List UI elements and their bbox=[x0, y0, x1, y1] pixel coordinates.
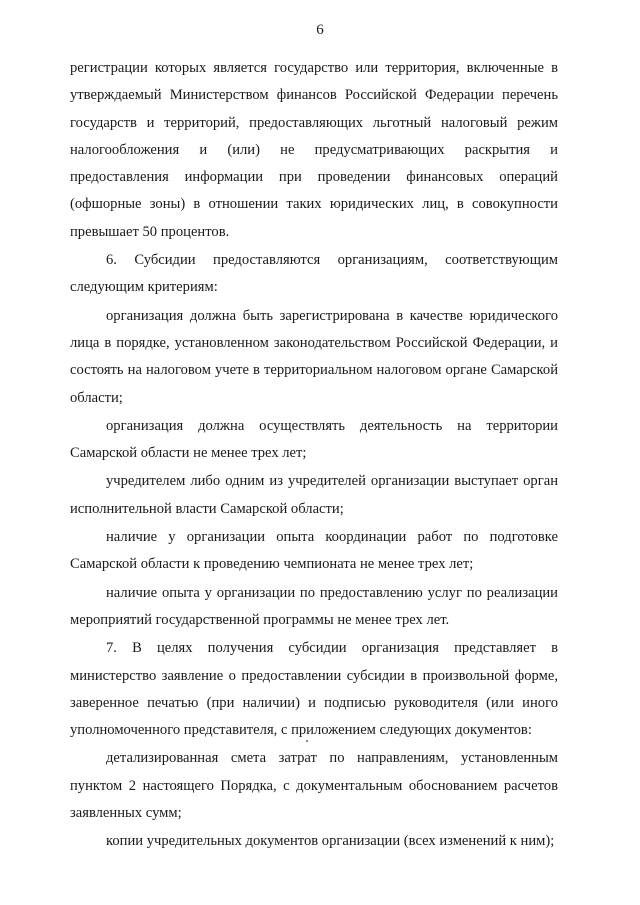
paragraph-section-6: 6. Субсидии предоставляются организациям, соответствующим следующим критериям: bbox=[70, 252, 558, 296]
document-item-cost-estimate: детализированная смета затрат по направлениям, установленным пунктом 2 настоящего Порядка, с документальным обоснованием расчетов заявленных сумм; bbox=[70, 750, 558, 822]
scan-speck bbox=[306, 740, 308, 742]
paragraph-offshore-continuation: регистрации которых является государство или территория, включенные в утверждаемый Министерством финансов Российской Федерации перечень государств и территорий, предоставляющих льготный налоговый режим налогообложения и (или) не предусматривающих раскрытия и предоставления информации при проведении финансовых операций (офшорные зоны) в отношении таких юридических лиц, в совокупности превышает 50 процентов. bbox=[70, 60, 558, 240]
criterion-registration: организация должна быть зарегистрирована в качестве юридического лица в порядке, установленном законодательством Российской Федерации, и состоять на налоговом учете в территориальном налоговом органе Самарской области; bbox=[70, 307, 558, 406]
document-body bbox=[70, 55, 558, 857]
criterion-founder: учредителем либо одним из учредителей организации выступает орган исполнительной власти Самарской области; bbox=[70, 473, 558, 517]
criterion-services-experience: наличие опыта у организации по предоставлению услуг по реализации мероприятий государственной программы не менее трех лет. bbox=[70, 584, 558, 628]
page-number: 6 bbox=[316, 22, 324, 38]
document-item-founding-documents: копии учредительных документов организации (всех изменений к ним); bbox=[106, 833, 555, 850]
criterion-coordination-experience: наличие у организации опыта координации работ по подготовке Самарской области к проведению чемпионата не менее трех лет; bbox=[70, 529, 558, 573]
paragraph-section-7: 7. В целях получения субсидии организация представляет в министерство заявление о предоставлении субсидии в произвольной форме, заверенное печатью (при наличии) и подписью руководителя (или иного уполномоченного представителя, с приложением следующих документов: bbox=[70, 640, 558, 739]
criterion-activity-duration: организация должна осуществлять деятельность на территории Самарской области не менее трех лет; bbox=[70, 417, 558, 462]
